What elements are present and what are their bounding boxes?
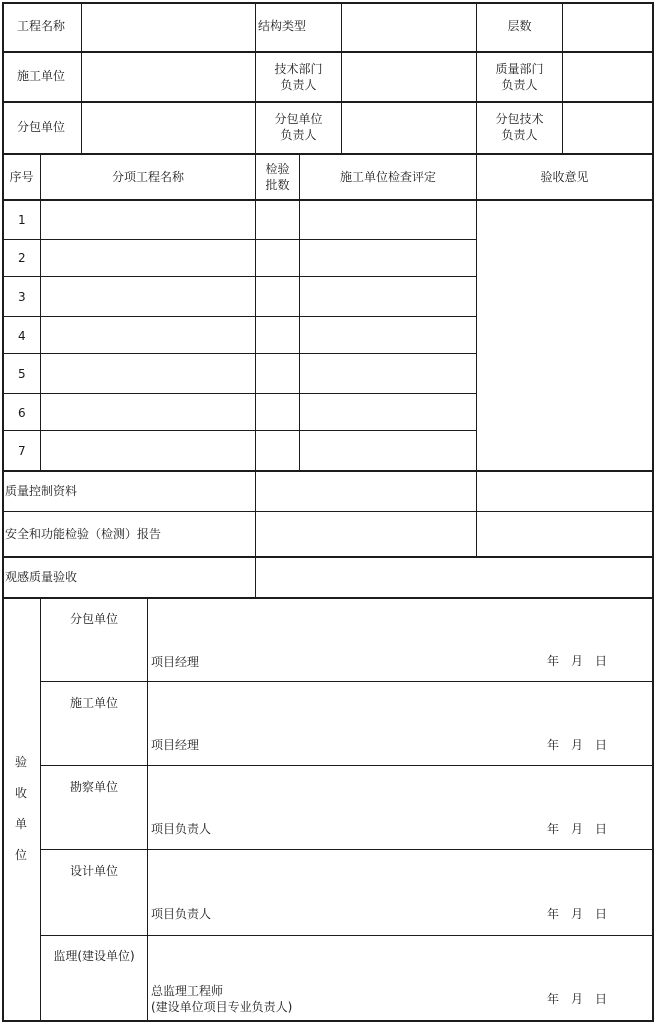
unit-name: 勘察单位	[69, 780, 118, 794]
rule	[2, 101, 654, 103]
rule	[2, 597, 654, 599]
sub-head-label-line2: 负责人	[280, 128, 317, 142]
row-number: 5	[18, 367, 26, 381]
rule	[2, 430, 477, 431]
unit-role-line2: (建设单位项目专业负责人)	[151, 1000, 293, 1014]
rule	[2, 353, 477, 354]
rule	[2, 239, 477, 240]
tech-dept-label-line1: 技术部门	[274, 62, 323, 76]
rule	[40, 153, 41, 471]
rule	[40, 935, 653, 936]
sub-tech-label-line1: 分包技术	[495, 112, 544, 126]
rule	[2, 316, 477, 317]
unit-name: 施工单位	[69, 696, 118, 710]
unit-name: 分包单位	[69, 612, 118, 626]
safety-report-label: 安全和功能检验（检测）报告	[5, 527, 162, 541]
row-number: 6	[18, 406, 26, 420]
rule	[299, 153, 300, 471]
project-name-label: 工程名称	[17, 19, 66, 33]
rule	[81, 2, 82, 153]
unit-role: 总监理工程师	[151, 984, 224, 998]
structure-type-label: 结构类型	[258, 19, 307, 33]
rule	[2, 51, 654, 53]
rule	[2, 276, 477, 277]
border-left	[2, 2, 4, 1022]
construction-unit-label: 施工单位	[17, 69, 66, 83]
rule	[2, 556, 654, 558]
rule	[2, 153, 654, 155]
unit-date: 年 月 日	[547, 738, 608, 752]
row-number: 7	[18, 444, 26, 458]
appearance-label: 观感质量验收	[5, 570, 78, 584]
col-opinion-header: 验收意见	[540, 170, 589, 184]
border-top	[2, 2, 654, 4]
unit-role: 项目经理	[151, 655, 200, 669]
row-number: 1	[18, 213, 26, 227]
tech-dept-label-line2: 负责人	[280, 78, 317, 92]
border-right	[652, 2, 654, 1022]
quality-dept-label-line2: 负责人	[501, 78, 538, 92]
rule	[2, 470, 654, 472]
unit-date: 年 月 日	[547, 992, 608, 1006]
acceptance-side-label: 验 收 单 位	[14, 755, 27, 862]
rule	[341, 2, 342, 153]
unit-date: 年 月 日	[547, 822, 608, 836]
rule	[255, 153, 256, 598]
sub-tech-label-line2: 负责人	[501, 128, 538, 142]
sub-head-label-line1: 分包单位	[274, 112, 323, 126]
col-eval-header: 施工单位检查评定	[339, 170, 436, 184]
border-bottom	[2, 1020, 654, 1022]
rule	[2, 199, 654, 201]
unit-name: 监理(建设单位)	[53, 949, 135, 963]
unit-role: 项目负责人	[151, 907, 212, 921]
floors-label: 层数	[507, 19, 532, 33]
unit-role: 项目负责人	[151, 822, 212, 836]
col-name-header: 分项工程名称	[111, 170, 184, 184]
col-batch-header-line2: 批数	[265, 178, 290, 192]
col-seq-header: 序号	[9, 170, 34, 184]
subcontractor-label: 分包单位	[17, 120, 66, 134]
unit-name: 设计单位	[69, 864, 118, 878]
rule	[2, 511, 654, 512]
quality-docs-label: 质量控制资料	[5, 484, 78, 498]
row-number: 3	[18, 290, 26, 304]
rule	[40, 849, 653, 850]
rule	[40, 681, 653, 682]
unit-date: 年 月 日	[547, 907, 608, 921]
unit-date: 年 月 日	[547, 654, 608, 668]
quality-dept-label-line1: 质量部门	[495, 62, 544, 76]
rule	[40, 765, 653, 766]
col-batch-header-line1: 检验	[265, 162, 290, 176]
rule	[476, 153, 477, 557]
rule	[2, 393, 477, 394]
rule	[147, 598, 148, 1021]
row-number: 2	[18, 251, 26, 265]
rule	[562, 2, 563, 153]
row-number: 4	[18, 329, 26, 343]
unit-role: 项目经理	[151, 738, 200, 752]
